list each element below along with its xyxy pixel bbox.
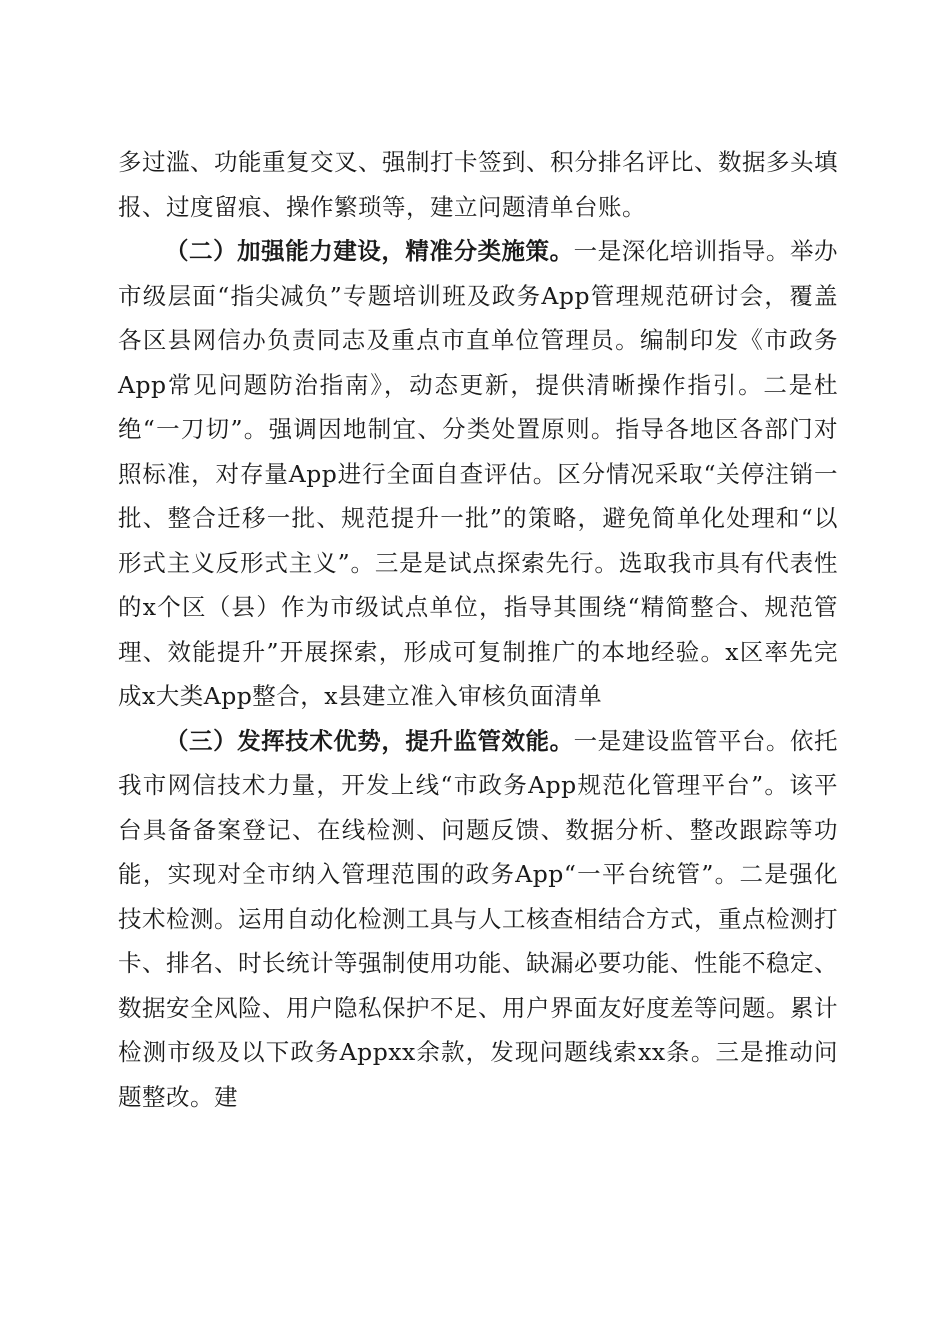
paragraph-continuation xyxy=(118,140,838,229)
section-heading: （二）加强能力建设，精准分类施策。 xyxy=(165,237,574,265)
paragraph-section-2 xyxy=(118,229,838,719)
paragraph-text: 一是深化培训指导。举办市级层面“指尖减负”专题培训班及政务App管理规范研讨会，覆盖各区县网信办负责同志及重点市直单位管理员。编制印发《市政务App常见问题防治指南》，动态更新，提供清晰操作指引。二是杜绝“一刀切”。强调因地制宜、分类处置原则。指导各地区各部门对照标准，对存量App进行全面自查评估。区分情况采取“关停注销一批、整合迁移一批、规范提升一批”的策略，避免简单化处理和“以形式主义反形式主义”。三是是试点探索先行。选取我市具有代表性的x个区（县）作为市级试点单位，指导其围绕“精简整合、规范管理、效能提升”开展探索，形成可复制推广的本地经验。x区率先完成x大类App整合，x县建立准入审核负面清单 xyxy=(118,237,839,710)
paragraph-text: 多过滥、功能重复交叉、强制打卡签到、积分排名评比、数据多头填报、过度留痕、操作繁琐等，建立问题清单台账。 xyxy=(118,148,838,221)
document-body xyxy=(118,140,838,1119)
paragraph-section-3 xyxy=(118,719,838,1120)
section-heading: （三）发挥技术优势，提升监管效能。 xyxy=(165,726,574,755)
paragraph-text: 一是建设监管平台。依托我市网信技术力量，开发上线“市政务App规范化管理平台”。该平台具备备案登记、在线检测、问题反馈、数据分析、整改跟踪等功能，实现对全市纳入管理范围的政务App“一平台统管”。二是强化技术检测。运用自动化检测工具与人工核查相结合方式，重点检测打卡、排名、时长统计等强制使用功能、缺漏必要功能、性能不稳定、数据安全风险、用户隐私保护不足、用户界面友好度差等问题。累计检测市级及以下政务Appxx余款，发现问题线索xx条。三是推动问题整改。建 xyxy=(118,726,839,1111)
